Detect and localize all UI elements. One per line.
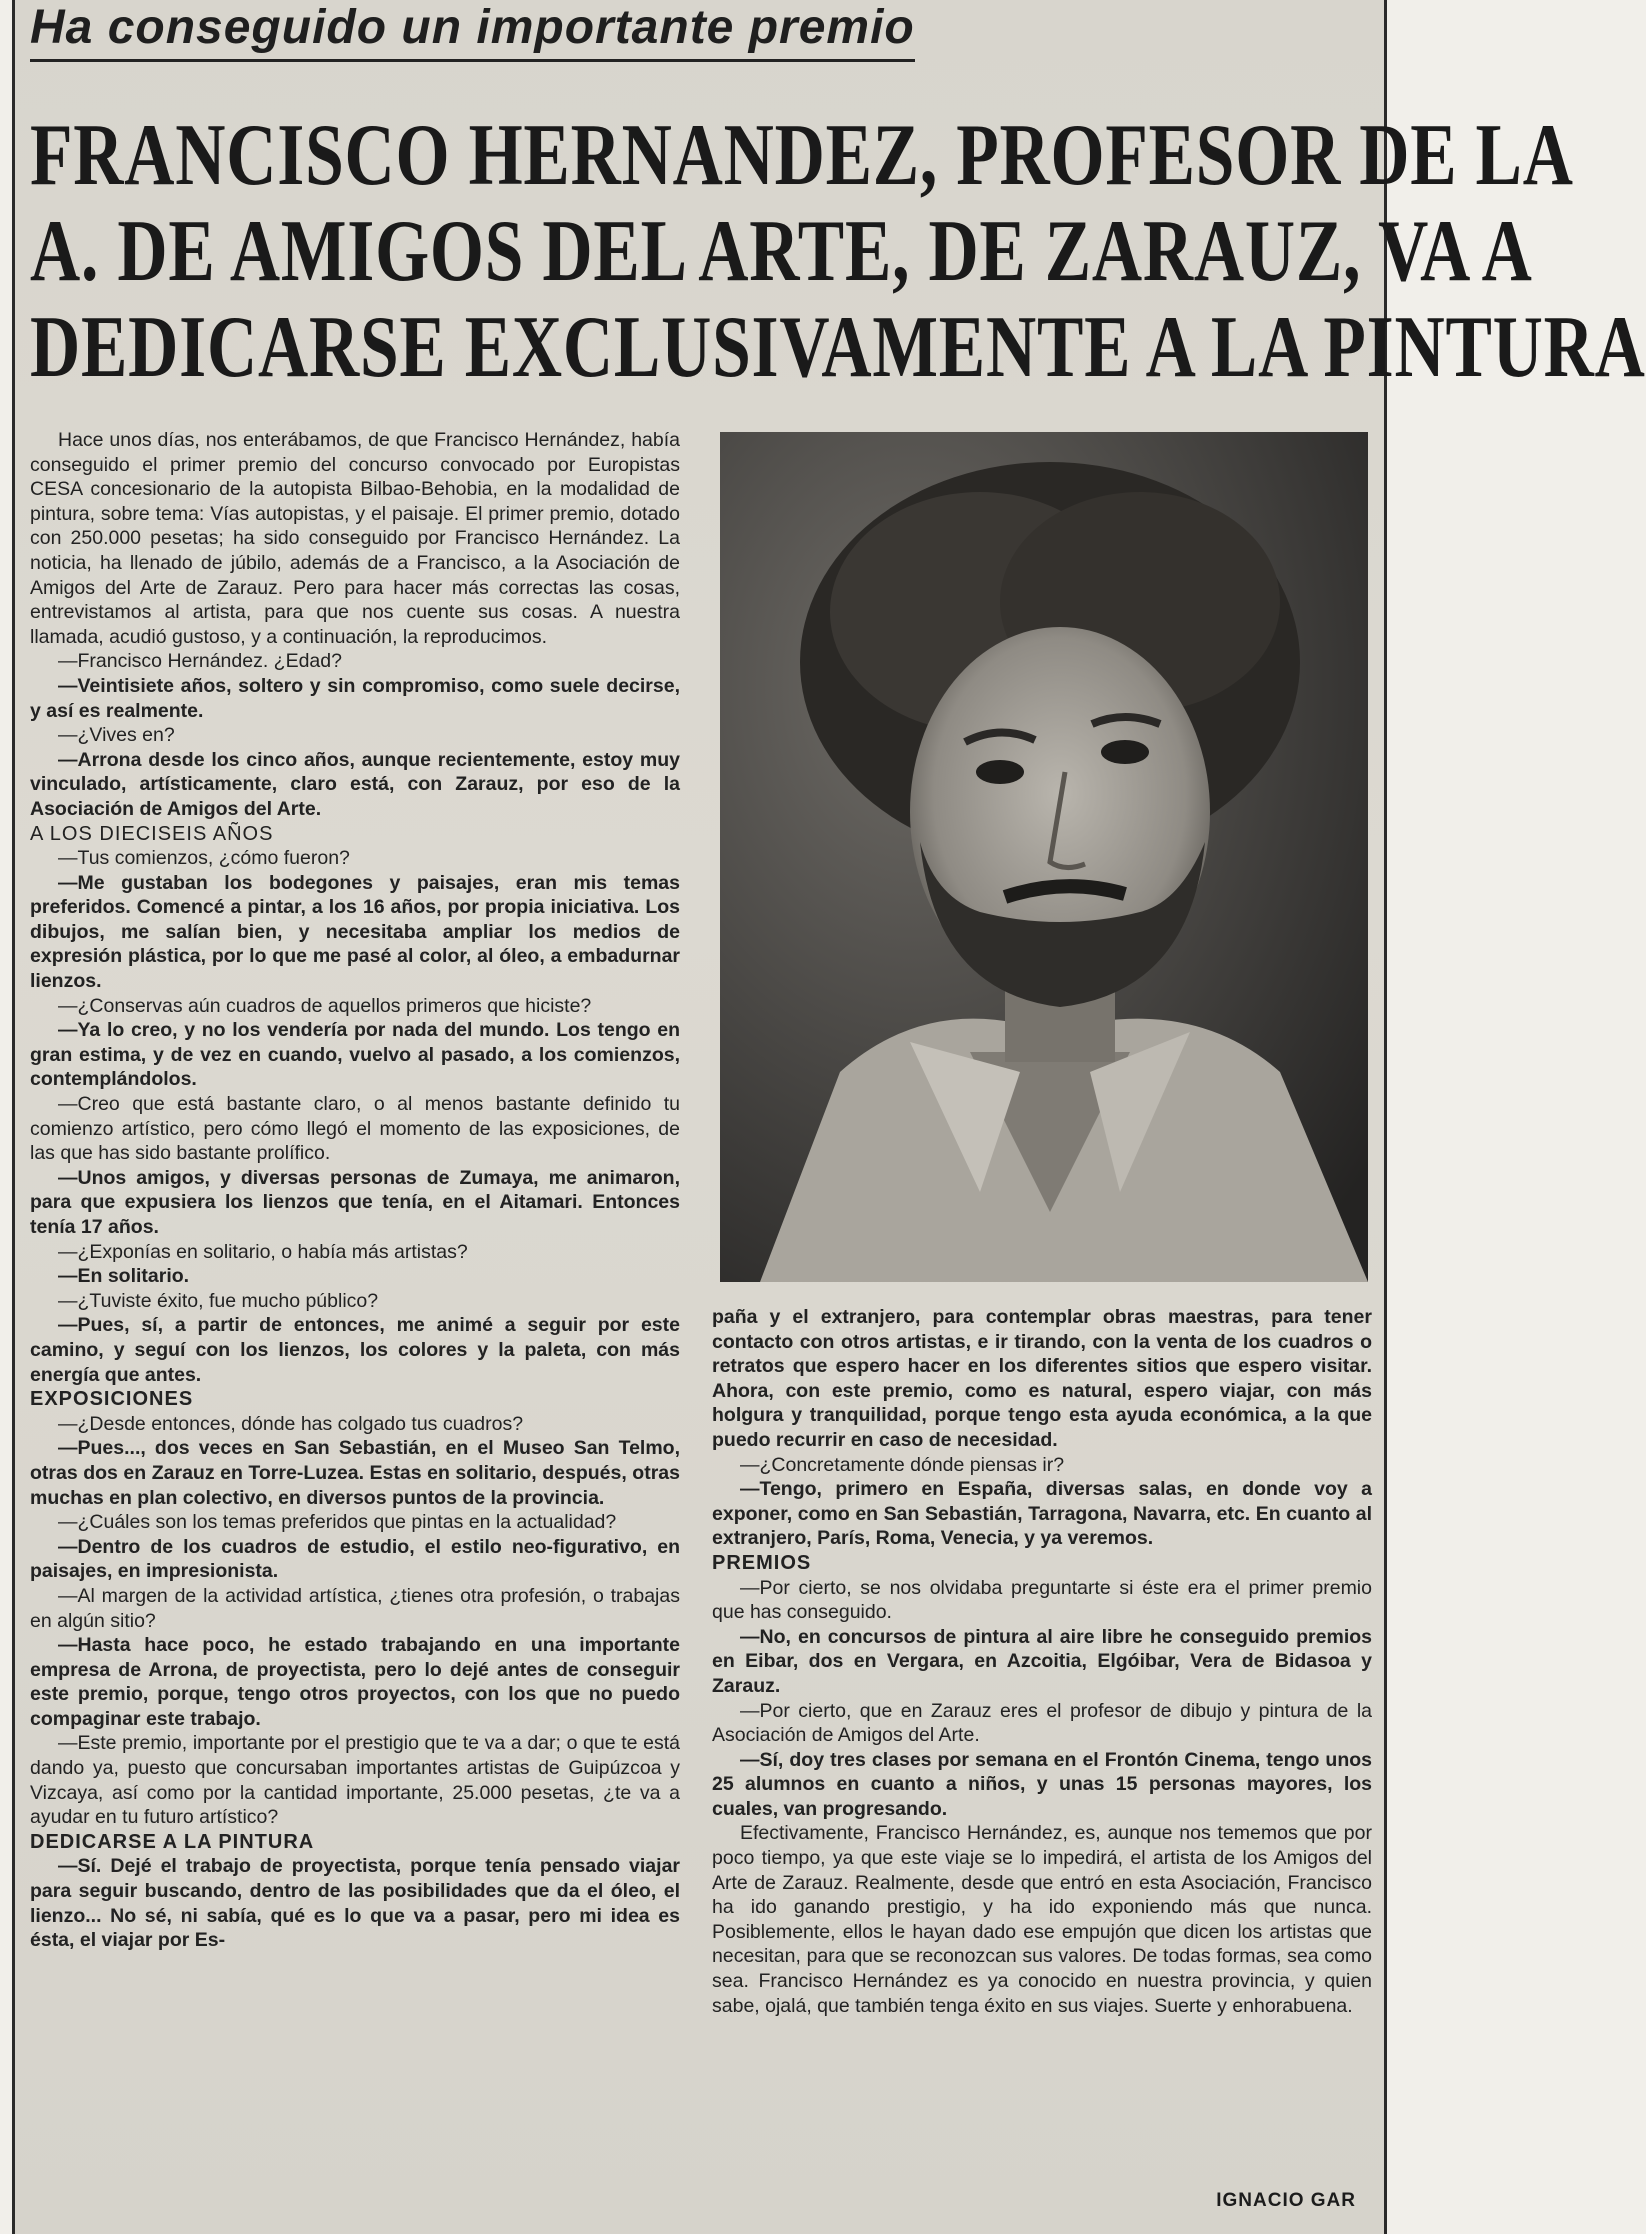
- section-heading: EXPOSICIONES: [30, 1388, 194, 1411]
- headline: [30, 107, 1646, 396]
- answer: —Pues..., dos veces en San Sebastián, en el Museo San Telmo, otras dos en Zarauz en Torre-Luzea. Estas en solitario, después, otras muchas en plan colectivo, en diversos puntos de la provincia.: [30, 1437, 680, 1509]
- question: —Por cierto, se nos olvidaba preguntarte si éste era el primer premio que has conseguido.: [712, 1576, 1372, 1624]
- answer: —Unos amigos, y diversas personas de Zumaya, me animaron, para que expusiera los lienzos que tenía, en el Aitamari. Entonces tenía 17 años.: [30, 1166, 680, 1238]
- question: —Al margen de la actividad artística, ¿tienes otra profesión, o trabajas en algún sitio?: [30, 1584, 680, 1632]
- answer: —No, en concursos de pintura al aire libre he conseguido premios en Eibar, dos en Vergara, en Azcoitia, Elgóibar, Vera de Bidasoa y Zarauz.: [712, 1625, 1372, 1697]
- answer: —Sí, doy tres clases por semana en el Frontón Cinema, tengo unos 25 alumnos en cuanto a niños, y unas 15 personas mayores, los cuales, van progresando.: [712, 1748, 1372, 1820]
- portrait-photo: [720, 432, 1368, 1282]
- section-heading: DEDICARSE A LA PINTURA: [30, 1830, 315, 1853]
- question: —¿Desde entonces, dónde has colgado tus cuadros?: [58, 1412, 524, 1435]
- answer: —Me gustaban los bodegones y paisajes, eran mis temas preferidos. Comencé a pintar, a los 16 años, por propia iniciativa. Los dibujos, me salían bien, y necesitaba ampliar los medios de expresión plástica, por lo que me pasé al color, al óleo, a embadurnar lienzos.: [30, 871, 680, 993]
- answer: —Sí. Dejé el trabajo de proyectista, porque tenía pensado viajar para seguir buscando, dentro de las posibilidades que da el óleo, el lienzo... No sé, ni sabía, qué es lo que va a pasar, pero mi idea es ésta, el viajar por Es-: [30, 1855, 680, 1952]
- headline-line-2: A. DE AMIGOS DEL ARTE, DE ZARAUZ, VA A: [30, 203, 1533, 300]
- answer: —Tengo, primero en España, diversas salas, en donde voy a exponer, como en San Sebastián, Tarragona, Navarra, etc. En cuanto al extranjero, París, Roma, Venecia, y ya veremos.: [712, 1478, 1372, 1550]
- author-signature: IGNACIO GAR: [1216, 2190, 1356, 2211]
- intro-paragraph: Hace unos días, nos enterábamos, de que Francisco Hernández, había conseguido el primer premio del concurso convocado por Europistas CESA concesionario de la autopista Bilbao-Behobia, en la modalidad de pintura, sobre tema: Vías autopistas, y el paisaje. El primer premio, dotado con 250.000 pesetas; ha sido conseguido por Francisco Hernández. La noticia, ha llenado de júbilo, además de a Francisco, a la Asociación de Amigos del Arte de Zarauz. Pero para hacer más correctas las cosas, entrevistamos al artista, para que nos cuente sus cosas. A nuestra llamada, acudió gustoso, y a continuación, la reproducimos.: [30, 429, 680, 648]
- answer: —Ya lo creo, y no los vendería por nada del mundo. Los tengo en gran estima, y de vez en cuando, vuelvo al pasado, a los comienzos, contemplándolos.: [30, 1019, 680, 1091]
- answer: —Pues, sí, a partir de entonces, me animé a seguir por este camino, y seguí con los lienzos, los colores y la paleta, con más energía que antes.: [30, 1314, 680, 1386]
- closing-paragraph: Efectivamente, Francisco Hernández, es, aunque nos tememos que por poco tiempo, ya que este viaje se lo impedirá, el artista de los Amigos del Arte de Zarauz. Realmente, desde que entró en esta Asociación, Francisco ha ido ganando prestigio, y ha ido exponiendo más que nunca. Posiblemente, ellos le hayan dado ese empujón que dicen los artistas que necesitan, para que se reconozcan sus valores. De todas formas, sea como sea. Francisco Hernández es ya conocido en nuestra provincia, y quien sabe, ojalá, que también tenga éxito en sus viajes. Suerte y enhorabuena.: [712, 1822, 1372, 2017]
- question: —Creo que está bastante claro, o al menos bastante definido tu comienzo artístico, pero cómo llegó el momento de las exposiciones, de las que has sido bastante prolífico.: [30, 1093, 680, 1165]
- right-column: [712, 1305, 1372, 2018]
- kicker-line: Ha conseguido un importante premio: [30, 0, 915, 62]
- headline-line-3: DEDICARSE EXCLUSIVAMENTE A LA PINTURA: [30, 299, 1646, 396]
- question: —¿Cuáles son los temas preferidos que pintas en la actualidad?: [58, 1511, 617, 1534]
- answer: —Arrona desde los cinco años, aunque recientemente, estoy muy vinculado, artísticamente, claro está, con Zarauz, por eso de la Asociación de Amigos del Arte.: [30, 748, 680, 820]
- answer: —Veintisiete años, soltero y sin compromiso, como suele decirse, y así es realmente.: [30, 674, 680, 722]
- answer: —En solitario.: [58, 1265, 190, 1288]
- question: —¿Exponías en solitario, o había más artistas?: [58, 1240, 468, 1263]
- left-column: [30, 428, 680, 1953]
- question: —Tus comienzos, ¿cómo fueron?: [58, 847, 350, 870]
- answer: —Hasta hace poco, he estado trabajando en una importante empresa de Arrona, de proyectista, pero lo dejé antes de conseguir este premio, porque, tengo otros proyectos, con los que no puedo compaginar este trabajo.: [30, 1634, 680, 1730]
- question: —Francisco Hernández. ¿Edad?: [58, 650, 342, 673]
- question: —¿Vives en?: [58, 724, 175, 747]
- answer: —Dentro de los cuadros de estudio, el estilo neo-figurativo, en paisajes, en impresionista.: [30, 1535, 680, 1583]
- headline-line-1: FRANCISCO HERNANDEZ, PROFESOR DE LA: [30, 107, 1574, 204]
- question: —¿Concretamente dónde piensas ir?: [740, 1453, 1065, 1476]
- section-heading: A LOS DIECISEIS AÑOS: [30, 822, 274, 845]
- section-heading: PREMIOS: [712, 1551, 812, 1574]
- answer-continued: paña y el extranjero, para contemplar obras maestras, para tener contacto con otros artistas, e ir tirando, con la venta de los cuadros o retratos que espero hacer en los diferentes sitios que espero visitar. Ahora, con este premio, como es natural, espero viajar, con más holgura y tranquilidad, porque tengo esta ayuda económica, a la que puedo recurrir en caso de necesidad.: [712, 1306, 1372, 1451]
- question: —Este premio, importante por el prestigio que te va a dar; o que te está dando ya, puesto que concursaban importantes artistas de Guipúzcoa y Vizcaya, así como por la cantidad importante, 25.000 pesetas, ¿te va a ayudar en tu futuro artístico?: [30, 1732, 680, 1829]
- question: —¿Tuviste éxito, fue mucho público?: [58, 1289, 379, 1312]
- question: —Por cierto, que en Zarauz eres el profesor de dibujo y pintura de la Asociación de Amigos del Arte.: [712, 1699, 1372, 1747]
- question: —¿Conservas aún cuadros de aquellos primeros que hiciste?: [58, 994, 592, 1017]
- portrait-illustration: [720, 432, 1368, 1282]
